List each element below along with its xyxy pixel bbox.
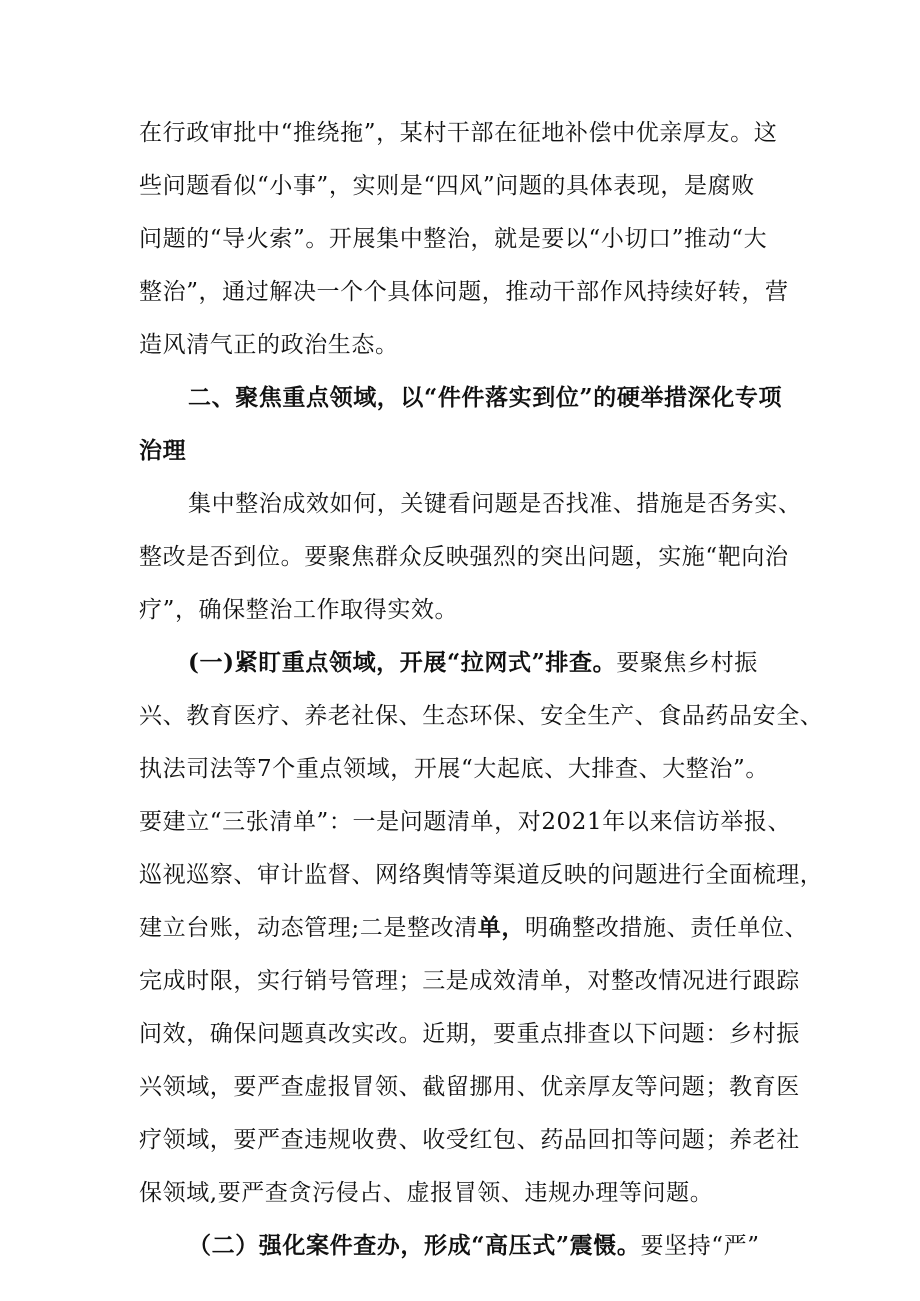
line-text: 保领域,要严查贪污侵占、虚报冒领、违规办理等问题。 (139, 1180, 714, 1206)
paragraph-line (139, 1019, 800, 1049)
line-text: 集中整治成效如何，关键看问题是否找准、措施是否务实、 (188, 491, 802, 517)
line-text: 整改是否到位。要聚焦群众反映强烈的突出问题，实施“靶向治 (139, 544, 789, 570)
heading-text: 治理 (139, 437, 187, 464)
paragraph-line (139, 966, 800, 996)
line-text: 建立台账，动态管理;二是整改清 (139, 915, 478, 941)
paragraph-line (139, 1178, 713, 1208)
paragraph-line (139, 224, 767, 254)
paragraph-line (139, 277, 789, 307)
paragraph-line (139, 118, 777, 148)
paragraph-line (139, 807, 791, 837)
paragraph-line (139, 1125, 800, 1155)
paragraph-line (139, 860, 823, 890)
line-text: 整治”，通过解决一个个具体问题，推动干部作风持续好转，营 (139, 279, 789, 305)
paragraph-line (139, 754, 769, 784)
section-heading (188, 383, 782, 413)
line-text: 完成时限，实行销号管理；三是成效清单，对整改情况进行跟踪 (139, 968, 800, 994)
line-text: 明确整改措施、责任单位、 (524, 915, 809, 941)
subsection-line (188, 1231, 760, 1261)
line-text: 造风清气正的政治生态。 (139, 332, 399, 358)
paragraph-line (139, 701, 823, 731)
paragraph-line (139, 1072, 800, 1102)
subsection-line (188, 648, 758, 678)
line-text: 些问题看似“小事”，实则是“四风”问题的具体表现，是腐败 (139, 173, 755, 199)
line-text: 兴、教育医疗、养老社保、生态环保、安全生产、食品药品安全、 (139, 703, 824, 729)
paragraph-line (139, 330, 399, 360)
section-heading-continuation (139, 436, 186, 466)
line-text: 疗领域，要严查违规收费、收受红包、药品回扣等问题；养老社 (139, 1127, 800, 1153)
line-text: 要建立“三张清单”：一是问题清单，对2021年以来信访举报、 (139, 809, 792, 835)
line-text: 巡视巡察、审计监督、网络舆情等渠道反映的问题进行全面梳理， (139, 862, 824, 888)
line-text: 兴领域，要严查虚报冒领、截留挪用、优亲厚友等问题；教育医 (139, 1074, 800, 1100)
paragraph-line (139, 542, 789, 572)
line-text: 问效，确保问题真改实改。近期，要重点排查以下问题：乡村振 (139, 1021, 800, 1047)
paragraph-line (139, 913, 808, 943)
subsection-title: （二）强化案件查办，形成“高压式”震慑。 (188, 1232, 641, 1259)
line-text: 执法司法等7个重点领域，开展“大起底、大排查、大整治”。 (139, 756, 769, 782)
heading-text: 二、聚焦重点领域，以“件件落实到位”的硬举措深化专项 (188, 384, 783, 411)
bold-fragment: 单， (477, 914, 525, 941)
line-text: 疗”，确保整治工作取得实效。 (139, 597, 459, 623)
line-text: 要坚持“严” (640, 1233, 760, 1259)
paragraph-line (188, 489, 802, 519)
line-text: 在行政审批中“推绕拖”，某村干部在征地补偿中优亲厚友。这 (139, 120, 778, 146)
line-text: 要聚焦乡村振 (616, 650, 758, 676)
subsection-title: (一)紧盯重点领域，开展“拉网式”排查。 (188, 649, 617, 676)
paragraph-line (139, 595, 458, 625)
line-text: 问题的“导火索”。开展集中整治，就是要以“小切口”推动“大 (139, 226, 768, 252)
paragraph-line (139, 171, 755, 201)
